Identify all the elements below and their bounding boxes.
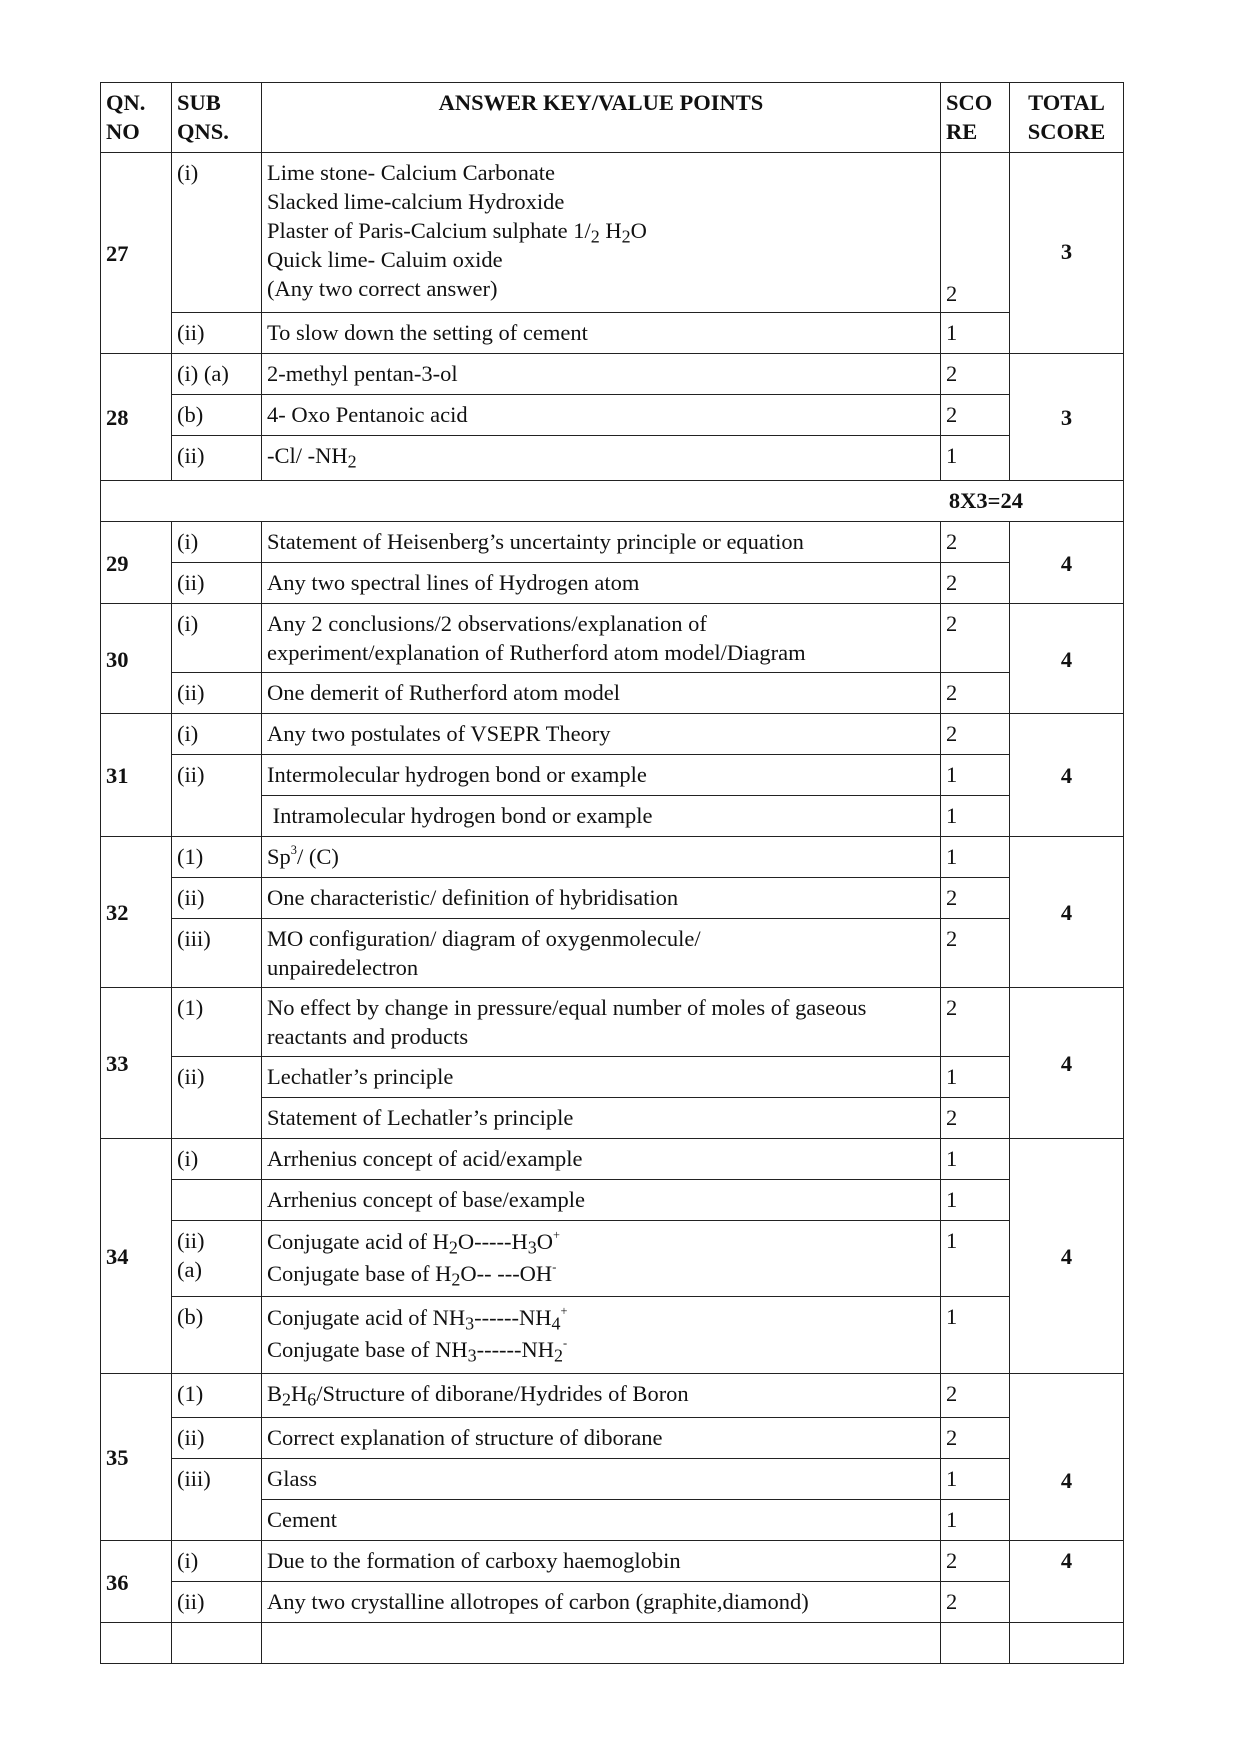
score: 1 [941,796,1010,837]
answer-text: MO configuration/ diagram of oxygenmolecule/ unpairedelectron [262,919,941,988]
answer-text: Correct explanation of structure of diborane [262,1418,941,1459]
sub-question: (i) [172,714,262,755]
sub-question: (i) (a) [172,354,262,395]
total-score: 3 [1010,153,1124,354]
total-score: 4 [1010,1541,1124,1623]
score: 2 [941,1582,1010,1623]
header-answer-key: ANSWER KEY/VALUE POINTS [262,83,941,153]
table-row [101,714,1124,755]
table-row [101,436,1124,481]
table-row [101,354,1124,395]
question-number: 29 [101,522,172,604]
score: 1 [941,1180,1010,1221]
question-number: 34 [101,1139,172,1374]
table-row [101,755,1124,796]
score: 2 [941,604,1010,673]
answer-text: Arrhenius concept of base/example [262,1180,941,1221]
table-row [101,1374,1124,1418]
score: 2 [941,1541,1010,1582]
score: 2 [941,153,1010,313]
header-score: SCO RE [941,83,1010,153]
total-score: 4 [1010,604,1124,714]
sub-question: (ii) (a) [172,1221,262,1297]
question-number: 36 [101,1541,172,1623]
table-row [101,919,1124,988]
total-score: 3 [1010,354,1124,481]
answer-text: Any 2 conclusions/2 observations/explanation of experiment/explanation of Rutherford atom model/Diagram [262,604,941,673]
empty-cell [101,1623,172,1664]
score: 1 [941,313,1010,354]
sub-question: (iii) [172,919,262,988]
question-number: 33 [101,988,172,1139]
answer-text: Statement of Lechatler’s principle [262,1098,941,1139]
table-row [101,1418,1124,1459]
sub-question: (ii) [172,755,262,837]
question-number: 31 [101,714,172,837]
answer-text: Intermolecular hydrogen bond or example [262,755,941,796]
answer-text: Cement [262,1500,941,1541]
header-row [101,83,1124,153]
sub-question: (i) [172,153,262,313]
table-row [101,837,1124,878]
table-row [101,1221,1124,1297]
answer-text: 2-methyl pentan-3-ol [262,354,941,395]
sub-question: (i) [172,604,262,673]
sub-question: (ii) [172,313,262,354]
sub-question: (ii) [172,563,262,604]
total-score: 4 [1010,837,1124,988]
question-number: 27 [101,153,172,354]
sub-question: (b) [172,1297,262,1374]
empty-row [101,1623,1124,1664]
sub-question: (b) [172,395,262,436]
header-total-score: TOTAL SCORE [1010,83,1124,153]
sub-question: (ii) [172,1582,262,1623]
answer-text: Sp$^3$/ (C) [262,837,941,878]
header-qn-no: QN. NO [101,83,172,153]
table-row [101,673,1124,714]
score: 2 [941,1098,1010,1139]
sub-question: (ii) [172,1057,262,1139]
score: 2 [941,673,1010,714]
answer-text: Arrhenius concept of acid/example [262,1139,941,1180]
answer-text: Any two crystalline allotropes of carbon (graphite,diamond) [262,1582,941,1623]
table-row [101,988,1124,1057]
answer-text: Lime stone- Calcium Carbonate Slacked lime-calcium Hydroxide Plaster of Paris-Calcium sulphate $1/_2$ $H_2O$ Quick lime- Caluim oxide (Any two correct answer) [262,153,941,313]
empty-cell [1010,1623,1124,1664]
score: 2 [941,878,1010,919]
answer-text: No effect by change in pressure/equal number of moles of gaseous reactants and products [262,988,941,1057]
score: 1 [941,755,1010,796]
table-row [101,395,1124,436]
score: 1 [941,1500,1010,1541]
table-row [101,604,1124,673]
table-row [101,313,1124,354]
score: 1 [941,1139,1010,1180]
total-score: 4 [1010,714,1124,837]
table-row [101,563,1124,604]
total-score: 4 [1010,988,1124,1139]
sub-question: (i) [172,522,262,563]
score: 2 [941,395,1010,436]
answer-text: Statement of Heisenberg’s uncertainty principle or equation [262,522,941,563]
empty-cell [262,1623,941,1664]
answer-text: Any two spectral lines of Hydrogen atom [262,563,941,604]
table-row [101,1180,1124,1221]
answer-text: -Cl/ $-NH_2$ [262,436,941,481]
sub-question: (ii) [172,436,262,481]
answer-key-table [100,82,1124,1664]
question-number: 32 [101,837,172,988]
score: 1 [941,1297,1010,1374]
sub-question: (i) [172,1139,262,1180]
score: 2 [941,714,1010,755]
score: 2 [941,919,1010,988]
subtotal-text: 8X3=24 [101,481,1124,522]
score: 1 [941,1057,1010,1098]
question-number: 30 [101,604,172,714]
table-row [101,1582,1124,1623]
sub-question: (1) [172,988,262,1057]
answer-text: Glass [262,1459,941,1500]
sub-question: (ii) [172,1418,262,1459]
answer-text: One demerit of Rutherford atom model [262,673,941,714]
header-sub-qns: SUB QNS. [172,83,262,153]
sub-question: (ii) [172,878,262,919]
answer-text: 4- Oxo Pentanoic acid [262,395,941,436]
sub-question: (iii) [172,1459,262,1541]
sub-question: (ii) [172,673,262,714]
score: 1 [941,1459,1010,1500]
table-row [101,153,1124,313]
score: 2 [941,1374,1010,1418]
empty-cell [172,1623,262,1664]
question-number: 35 [101,1374,172,1541]
score: 1 [941,436,1010,481]
sub-question: (1) [172,837,262,878]
score: 2 [941,522,1010,563]
question-number: 28 [101,354,172,481]
answer-text: Any two postulates of VSEPR Theory [262,714,941,755]
total-score: 4 [1010,522,1124,604]
table-row [101,1541,1124,1582]
answer-text: Conjugate acid of $H_2O-----H_3O^+$ Conjugate base of $H_2O--$ ---OH- [262,1221,941,1297]
answer-text: One characteristic/ definition of hybridisation [262,878,941,919]
score: 2 [941,563,1010,604]
answer-text: Lechatler’s principle [262,1057,941,1098]
score: 2 [941,1418,1010,1459]
sub-question: (i) [172,1541,262,1582]
total-score: 4 [1010,1374,1124,1541]
table-row [101,1459,1124,1500]
table-row [101,878,1124,919]
answer-text: Intramolecular hydrogen bond or example [262,796,941,837]
sub-question: (1) [172,1374,262,1418]
score: 1 [941,837,1010,878]
answer-text: $B_2H_6$/Structure of diborane/Hydrides of Boron [262,1374,941,1418]
table-row [101,522,1124,563]
sub-question [172,1180,262,1221]
score: 2 [941,354,1010,395]
answer-text: Due to the formation of carboxy haemoglobin [262,1541,941,1582]
table-row [101,1297,1124,1374]
table-row [101,1057,1124,1098]
table-row [101,1139,1124,1180]
answer-text: Conjugate acid of $NH_3------NH_4^+$ Conjugate base of $NH_3------NH_2^-$ [262,1297,941,1374]
score: 1 [941,1221,1010,1297]
answer-text: To slow down the setting of cement [262,313,941,354]
empty-cell [941,1623,1010,1664]
score: 2 [941,988,1010,1057]
subtotal-row [101,481,1124,522]
total-score: 4 [1010,1139,1124,1374]
